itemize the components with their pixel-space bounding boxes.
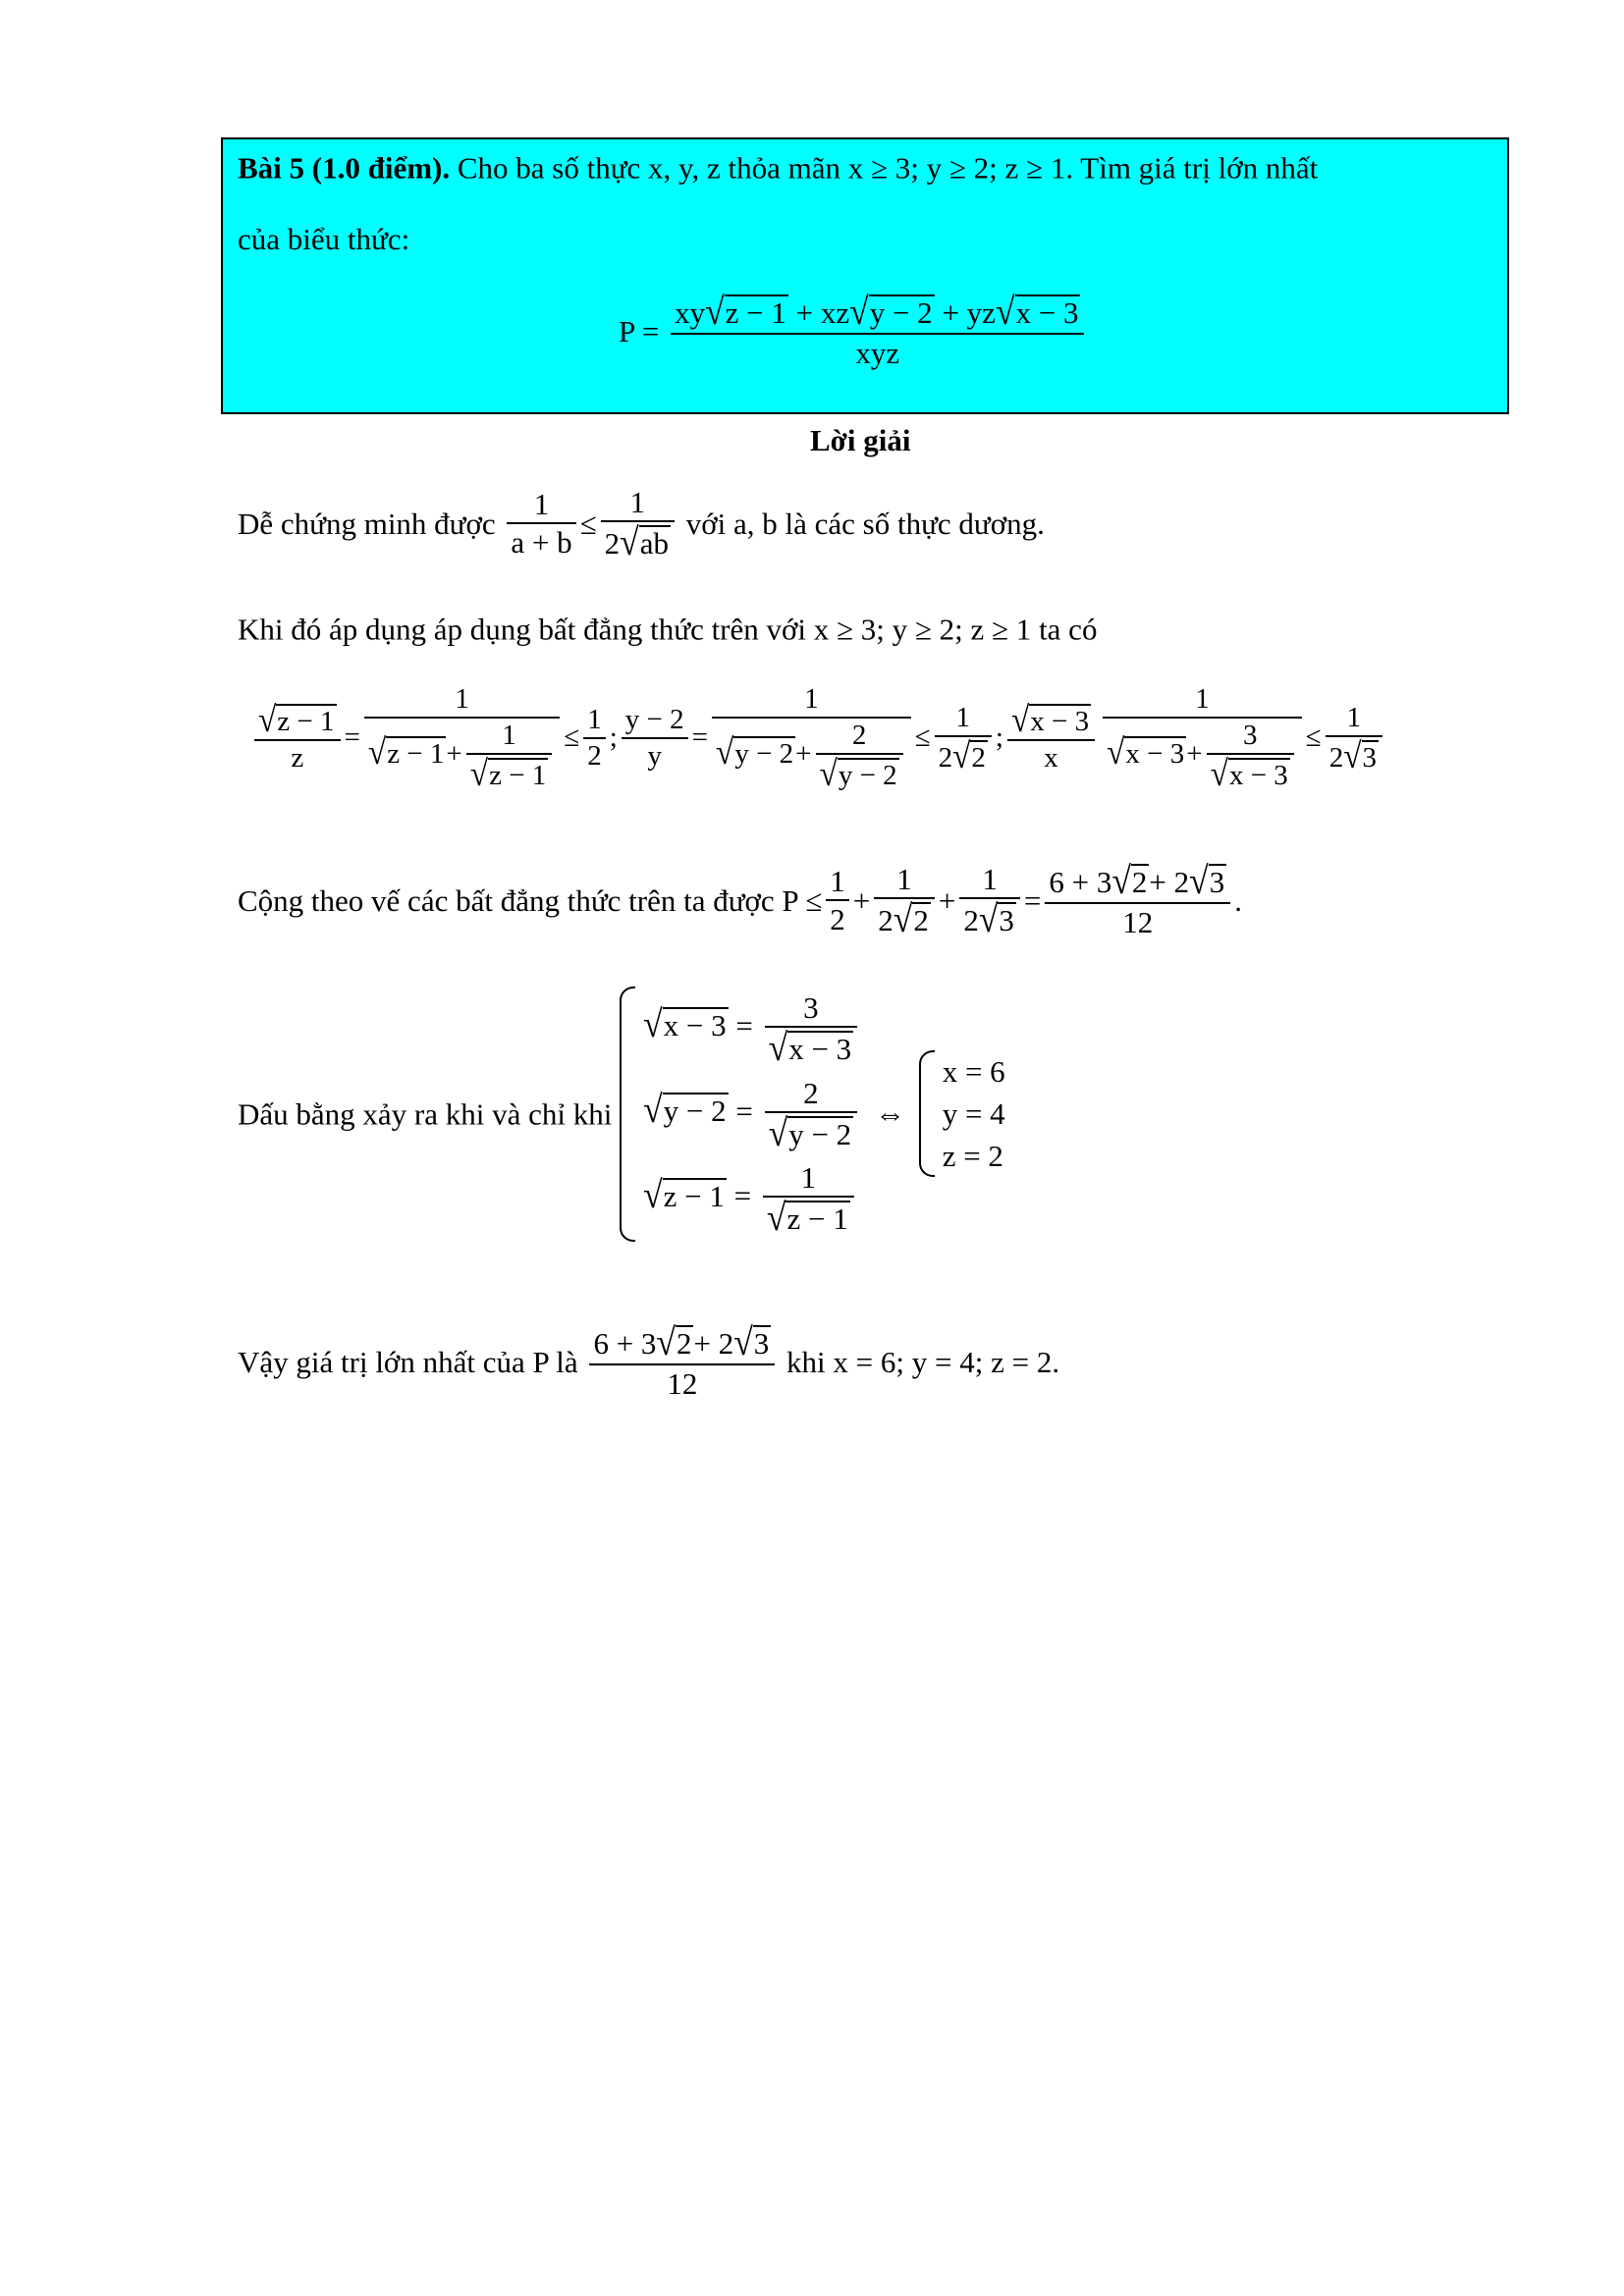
P-numerator: [671, 289, 1084, 333]
lemma-line: [238, 487, 1045, 561]
equality-system: √ x − 3 = 3 √ x − 3 √ y − 2 = 2 √ y − 2 √ z − 1 = 1 √ z − 1: [620, 987, 861, 1242]
inequality-chain: √ z − 1 z = 1 √ z − 1 + 1 √ z − 1 ≤ $\frac{1}{2}$ ; $\frac{y - 2}{y}$ = 1 √ y − 2 + 2 √ y − 2 ≤ 1 2 √ 2 ; √ x − 3 x 1 √ x − 3 + 3 √ x − 3 ≤ 1 2 √ 3: [250, 685, 1386, 790]
conclusion-when: khi: [786, 1344, 826, 1379]
value-x: x = 6: [942, 1054, 1005, 1090]
P-term-1: xy: [675, 295, 706, 330]
problem-formula-P: [619, 289, 1088, 370]
conclusion-intro: Vậy giá trị lớn nhất của P là: [238, 1344, 578, 1379]
ineq-z-frac: √ z − 1 z: [254, 704, 341, 773]
equality-line: [238, 987, 1005, 1242]
equality-intro: Dấu bằng xảy ra khi và chỉ khi: [238, 1096, 613, 1132]
lemma-tail: với a, b là các số thực dương.: [685, 506, 1045, 541]
value-z: z = 2: [942, 1139, 1003, 1174]
ineq-1-over-2r3: 1 2 √ 3: [1326, 704, 1382, 773]
conclusion-line: [238, 1319, 1060, 1401]
sum-result: 6 + 3 √ 2 + 2 √ 3 12: [1045, 864, 1230, 937]
value-y: y = 4: [942, 1096, 1005, 1132]
problem-line-2: của biểu thức:: [238, 222, 410, 256]
apply-line: [238, 611, 1098, 647]
ineq-half: $\frac{1}{2}$: [583, 706, 606, 771]
lemma-intro: Dễ chứng minh được: [238, 506, 496, 541]
P-term-3: + yz: [942, 295, 996, 330]
ineq-y-frac: $\frac{y - 2}{y}$: [622, 706, 688, 771]
P-equals: P =: [619, 313, 660, 348]
problem-title: Bài 5 (1.0 điểm).: [238, 150, 451, 186]
ineq-y-big-frac: 1 √ y − 2 + 2 √ y − 2: [712, 685, 911, 790]
P-denominator: xyz: [671, 333, 1084, 368]
sum-line: Cộng theo vế các bất đẳng thức trên ta được P ≤ $\frac{1}{2}$ + 1 2 √ 2 + 1 2 √ 3 = 6 + 3 √ 2 + 2 √ 3 12 .: [238, 858, 1242, 940]
apply-tail: ta có: [1039, 612, 1098, 647]
left-brace-2: [919, 1050, 935, 1177]
problem-text-2: . Tìm giá trị lớn nhất: [1065, 150, 1319, 186]
conclusion-values: x = 6; y = 4; z = 2.: [833, 1344, 1060, 1379]
sum-P-le: P ≤: [782, 882, 823, 918]
conclusion-value: 6 + 3 √ 2 + 2 √ 3 12: [589, 1325, 775, 1399]
ineq-x-frac: √ x − 3 x: [1007, 704, 1095, 773]
sqrt-x-3: √ x − 3: [995, 289, 1079, 333]
apply-intro: Khi đó áp dụng áp dụng bất đẳng thức trên với: [238, 612, 807, 647]
apply-condition: x ≥ 3; y ≥ 2; z ≥ 1: [813, 612, 1032, 647]
lemma-frac-2: 1 2 √ ab: [601, 487, 675, 561]
ineq-1-over-2r2: 1 2 √ 2: [935, 704, 992, 773]
ineq-x-big-frac: 1 √ x − 3 + 3 √ x − 3: [1103, 685, 1302, 790]
problem-condition: x ≥ 3; y ≥ 2; z ≥ 1: [847, 150, 1066, 186]
lemma-le: ≤: [579, 506, 597, 541]
lemma-frac-1: $\frac{1}{a + b}$: [507, 489, 575, 558]
problem-line-1: [238, 149, 1319, 186]
problem-text-1: Cho ba số thực x, y, z thỏa mãn: [457, 150, 841, 186]
iff-symbol: ⇔: [874, 1096, 905, 1132]
sqrt-y-2: √ y − 2: [849, 289, 933, 333]
left-brace: [620, 987, 635, 1242]
sqrt-z-1: √ z − 1: [705, 289, 786, 333]
P-fraction: [671, 289, 1084, 370]
ineq-z-big-frac: 1 √ z − 1 + 1 √ z − 1: [364, 685, 560, 790]
solution-heading: Lời giải: [810, 423, 911, 457]
solution-system: [919, 1050, 1005, 1177]
sum-intro: Cộng theo vế các bất đẳng thức trên ta được: [238, 882, 775, 918]
P-term-2: + xz: [795, 295, 850, 330]
